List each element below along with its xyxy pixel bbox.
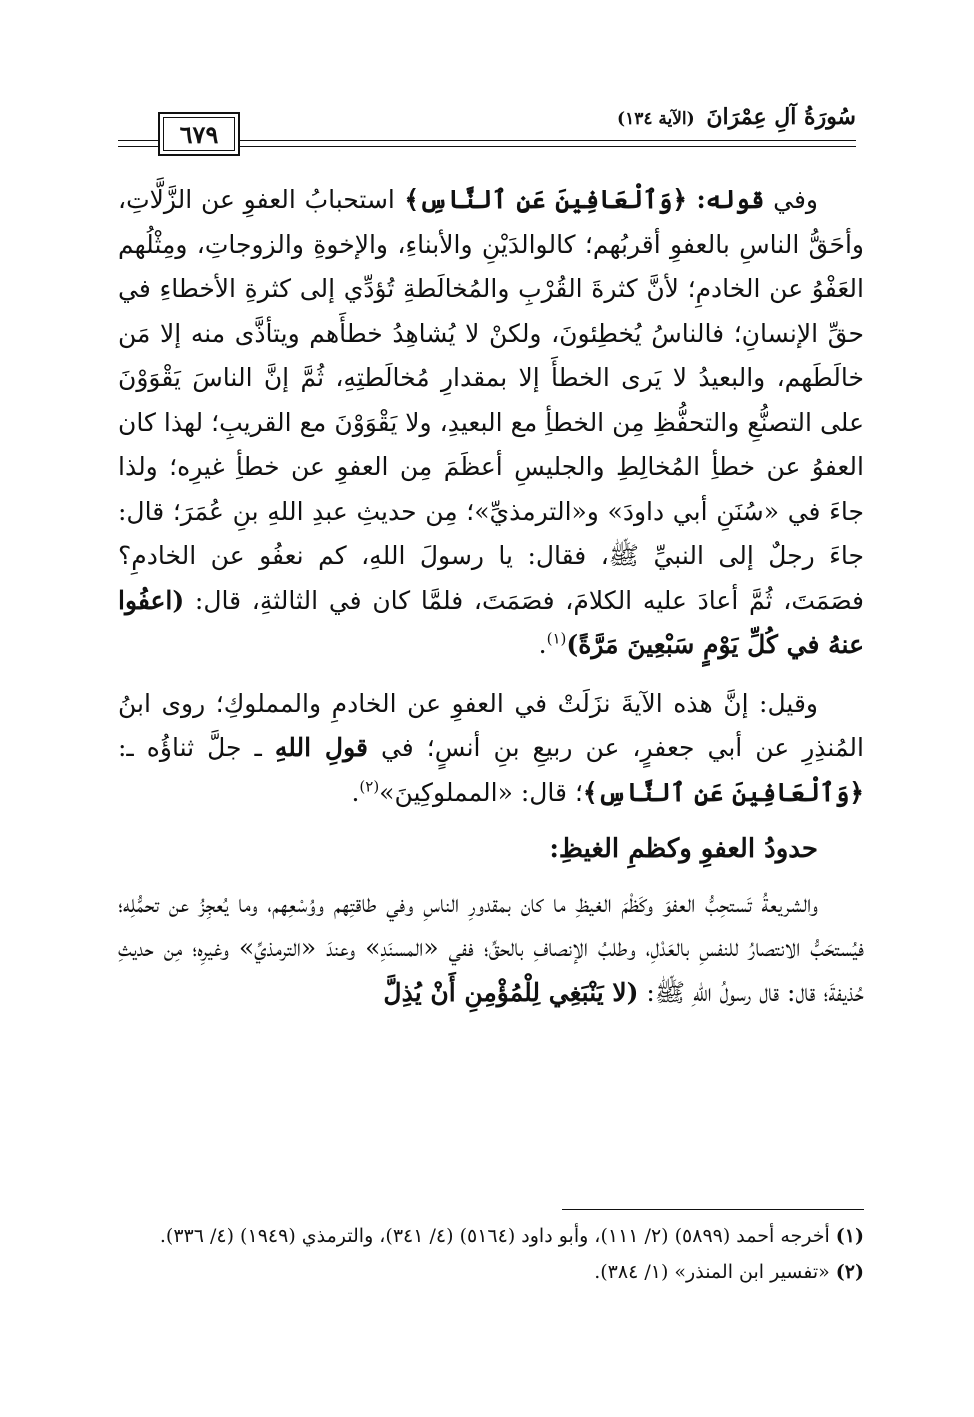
paragraph-3 [118, 882, 864, 1016]
p1-lead: وفي [764, 185, 818, 214]
p3-text: والشريعةُ تَستحِبُّ العفوَ وكَظْمَ الغيظِ ما كان بمقدورِ الناسِ وفي طاقتِهم ووُسْعِهم، وما يُعجِزُ عن تحمُّلِه؛ فيُستحَبُّ الانتصارُ للنفسِ بالعَدْلِ، وطلبُ الإنصافِ بالحقِّ؛ ففي «المسنَدِ» وعندَ «الترمذيِّ» وغيرِه؛ مِن حديثِ حُذيفةَ؛ قال: قال رسولُ اللهِ ﷺ: [118, 888, 864, 1007]
footnote-ref-1: (١) [546, 629, 567, 648]
hadith-quote-2: (لا يَنْبَغِي لِلْمُؤْمِنِ أَنْ يُذِلَّ [383, 977, 639, 1007]
page-number-box [158, 112, 240, 156]
section-heading: حدودُ العفوِ وكظمِ الغيظِ: [549, 834, 818, 864]
p1-end: . [538, 630, 547, 659]
p2-text3: ؛ قال: «المملوكِينَ» [379, 777, 583, 807]
p2-bold: قولِ اللهِ [274, 733, 368, 762]
p2-text2: ـ جلَّ ثناؤُه ـ: [118, 733, 275, 762]
surah-name: سُورَةُ آلِ عِمْرَانَ [706, 104, 856, 130]
hadith-quote-1: (اعفُوا عنهُ في كُلِّ يَوْمٍ سَبْعِينَ مَرَّةً) [118, 585, 864, 659]
page-header [118, 102, 856, 162]
quran-quote-1: ﴿وَٱلْعَافِينَ عَنِ ٱلنَّاسِ﴾ [394, 185, 697, 214]
surah-title [617, 104, 856, 130]
footnote-mark: (٢) [835, 1261, 864, 1283]
footnote-1 [118, 1220, 864, 1252]
main-text [118, 178, 864, 1015]
footnote-mark: (١) [835, 1225, 864, 1247]
paragraph-1 [118, 178, 864, 668]
footnote-2 [118, 1256, 864, 1288]
paragraph-2 [118, 682, 864, 816]
footnotes [118, 1220, 864, 1292]
footnote-ref-2: (٢) [359, 777, 380, 796]
p1-lead-bold: قوله: [696, 185, 765, 214]
p1-text: استحبابُ العفوِ عن الزَّلَّاتِ، وأحَقُّ الناسِ بالعفوِ أقربُهم؛ كالوالدَيْنِ والأبناءِ، والإخوةِ والزوجاتِ، ومِثْلُهم العَفْوُ عن الخادمِ؛ لأنَّ كثرةَ القُرْبِ والمُخالَطةِ تُؤدِّي إلى كثرةِ الأخطاءِ في حقِّ الإنسانِ؛ فالناسُ يُخطِئونَ، ولكنْ لا يُشاهِدُ خطأَهم ويتأذَّى منه إلا مَن خالَطَهم، والبعيدُ لا يَرى الخطأَ إلا بمقدارِ مُخالَطتِهِ، ثُمَّ إنَّ الناسَ يَقْوَوْنَ على التصنُّعِ والتحفُّظِ مِن الخطأِ مع البعيدِ، ولا يَقْوَوْنَ مع القريبِ؛ لهذا كان العفوُ عن خطأِ المُخالِطِ والجليسِ أعظَمَ مِن العفوِ عن خطأِ غيرِه؛ ولذا جاءَ في «سُنَنِ أبي داودَ» و«الترمذيِّ»؛ مِن حديثِ عبدِ اللهِ بنِ عُمَرَ؛ قال: جاءَ رجلٌ إلى النبيِّ ﷺ، فقال: يا رسولَ اللهِ، كم نعفُو عن الخادمِ؟ فصَمَتَ، ثُمَّ أعادَ عليه الكلامَ، فصَمَتَ، فلمَّا كان في الثالثةِ، قال: [118, 185, 864, 615]
footnote-text: أخرجه أحمد (٥٨٩٩) (٢/ ١١١)، وأبو داود (٥١٦٤) (٤/ ٣٤١)، والترمذي (١٩٤٩) (٤/ ٣٣٦). [159, 1225, 830, 1247]
page-number: ٦٧٩ [179, 119, 219, 149]
ayah-label: (الآية ١٣٤) [617, 109, 695, 129]
footnote-text: «تفسير ابن المنذر» (١/ ٣٨٤). [594, 1261, 830, 1283]
footnote-separator [562, 1209, 864, 1210]
quran-quote-2: ﴿وَٱلْعَافِينَ عَنِ ٱلنَّاسِ﴾ [582, 777, 864, 807]
p2-end: . [351, 777, 360, 807]
p2-text: وقيل: إنَّ هذه الآيةَ نزَلَتْ في العفوِ عن الخادمِ والمملوكِ؛ روى ابنُ المُنذِرِ عن أبي جعفرٍ، عن ربيعِ بنِ أنسٍ؛ في [118, 688, 864, 762]
